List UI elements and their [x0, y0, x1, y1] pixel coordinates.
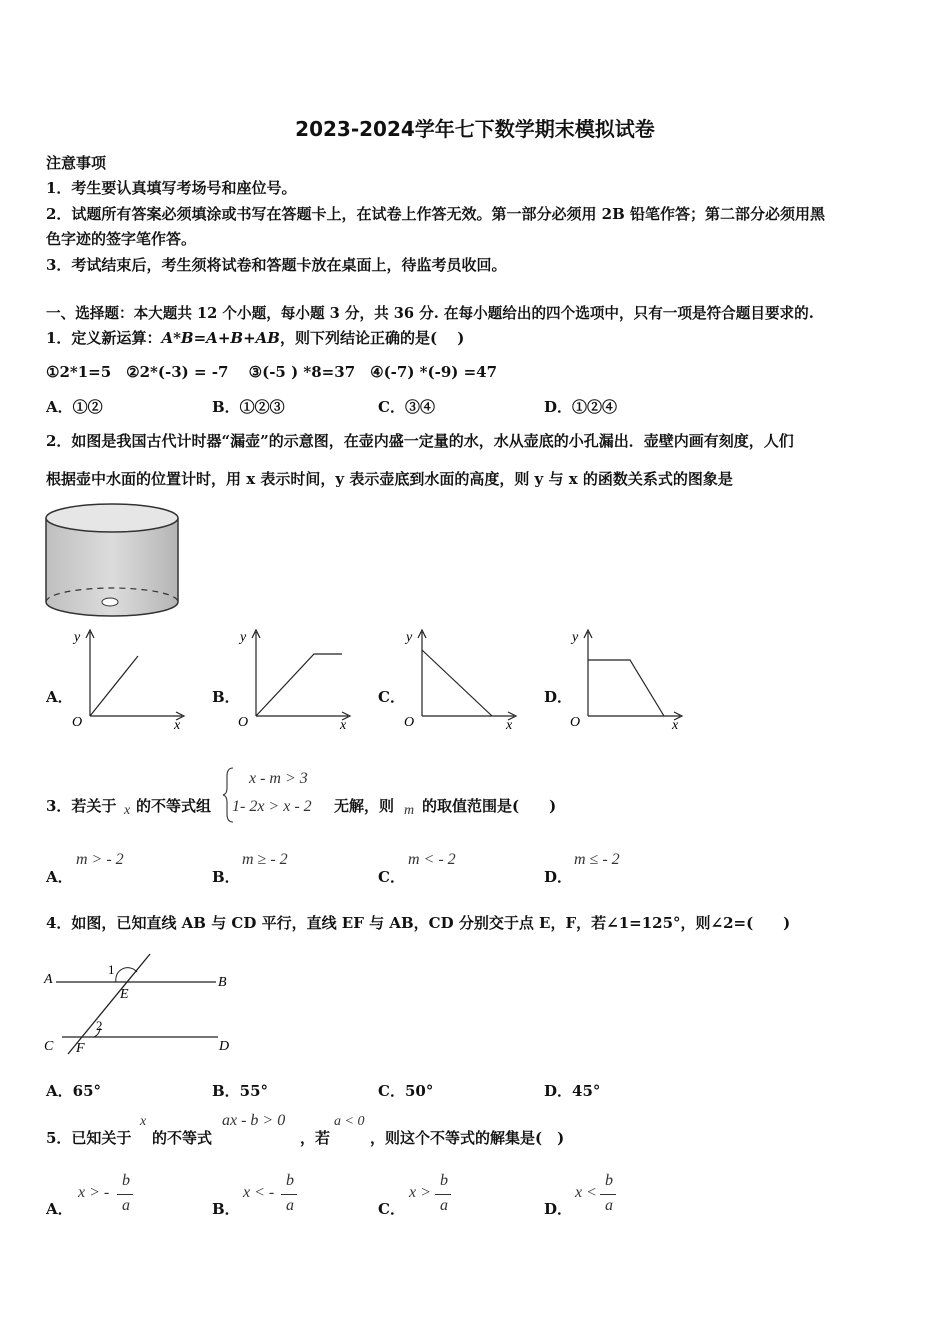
label-angle-2: 2 — [96, 1018, 103, 1033]
graph-b-origin: O — [238, 715, 249, 730]
q1-option-c[interactable]: C．③④ — [378, 398, 435, 416]
label-angle-1: 1 — [108, 962, 115, 977]
label-a: A — [44, 972, 53, 987]
q5-stem-c: ，若 — [300, 1129, 331, 1147]
q3-stem-a: 3．若关于 — [46, 797, 117, 815]
q5-option-c-lhs[interactable]: x > — [409, 1184, 431, 1201]
q2-graph-b — [230, 626, 360, 732]
label-e: E — [120, 987, 129, 1002]
cylinder-top — [46, 504, 178, 532]
q3-inequality-1: x - m > 3 — [249, 770, 308, 787]
notice-line-2b: 色字迹的签字笔作答。 — [46, 230, 197, 248]
q3-stem-b: 的不等式组 — [136, 797, 212, 815]
q2-graph-a — [64, 626, 194, 732]
q3-option-a[interactable]: m > - 2 — [76, 851, 124, 868]
q3-option-c-label[interactable]: C． — [378, 868, 405, 886]
q5-stem-d: ，则这个不等式的解集是( ) — [370, 1129, 565, 1147]
q2-option-c[interactable]: C． — [378, 688, 405, 706]
q2-option-b[interactable]: B． — [212, 688, 240, 706]
q5-option-b-num: b — [286, 1172, 294, 1189]
graph-b-y: y — [240, 630, 247, 645]
page-title: 2023-2024学年七下数学期末模拟试卷 — [295, 117, 655, 141]
q3-option-b[interactable]: m ≥ - 2 — [242, 851, 288, 868]
q1-option-b[interactable]: B．①②③ — [212, 398, 285, 416]
q5-var-x: x — [140, 1114, 147, 1129]
q5-option-b-lhs[interactable]: x < - — [243, 1184, 275, 1201]
section-heading: 一、选择题：本大题共 12 个小题，每小题 3 分，共 36 分. 在每小题给出的四个选项中，只有一项是符合题目要求的. — [46, 305, 814, 322]
graph-d-y: y — [572, 630, 579, 645]
graph-c-origin: O — [404, 715, 415, 730]
q5-inequality: ax - b > 0 — [222, 1112, 286, 1129]
q2-option-a[interactable]: A． — [46, 688, 73, 706]
graph-a-line — [90, 656, 138, 716]
q1-statements: ①2*1=5 ②2*(-3) = -7 ③(-5 ) *8=37 ④(-7) *(-9) =47 — [46, 363, 498, 381]
q5-stem-a: 5．已知关于 — [46, 1129, 132, 1147]
q3-var-m: m — [404, 803, 415, 818]
graph-a-y: y — [74, 630, 81, 645]
q5-option-b-fraction-bar — [281, 1194, 297, 1195]
q3-option-d[interactable]: m ≤ - 2 — [574, 851, 620, 868]
q4-option-b[interactable]: B．55° — [212, 1082, 269, 1100]
q1-stem — [46, 327, 464, 348]
q5-option-d-num: b — [605, 1172, 613, 1189]
q3-option-a-label[interactable]: A． — [46, 868, 73, 886]
notice-line-1: 1．考生要认真填写考场号和座位号。 — [46, 179, 297, 197]
q2-graph-c — [396, 626, 526, 732]
q5-option-a-num: b — [122, 1172, 130, 1189]
q5-option-d-den: a — [605, 1197, 613, 1214]
q5-option-c-num: b — [440, 1172, 448, 1189]
q4-parallel-lines-figure — [40, 950, 240, 1058]
q5-option-c-den: a — [440, 1197, 448, 1214]
q5-option-d-lhs[interactable]: x < — [575, 1184, 597, 1201]
q4-option-a[interactable]: A．65° — [46, 1082, 102, 1100]
q1-stem-b: ，则下列结论正确的是( ) — [279, 329, 465, 347]
graph-d-line — [588, 660, 664, 716]
q5-option-a-label[interactable]: A． — [46, 1200, 73, 1218]
label-c: C — [44, 1039, 54, 1054]
graph-c-x: x — [506, 718, 513, 732]
graph-b-line — [256, 654, 342, 716]
q5-option-c-fraction-bar — [435, 1194, 451, 1195]
graph-d-origin: O — [570, 715, 581, 730]
q2-stem-line-2: 根据壶中水面的位置计时，用 x 表示时间，y 表示壶底到水面的高度，则 y 与 x 的函数关系式的图象是 — [46, 470, 733, 488]
q4-option-d[interactable]: D．45° — [544, 1082, 601, 1100]
q5-option-a-den: a — [122, 1197, 130, 1214]
q5-option-d-fraction-bar — [600, 1194, 616, 1195]
graph-c-line — [422, 650, 492, 716]
q3-var-x: x — [124, 803, 131, 818]
q2-option-d[interactable]: D． — [544, 688, 573, 706]
q1-definition: A*B=A+B+AB — [161, 329, 280, 347]
q5-option-a-fraction-bar — [117, 1194, 133, 1195]
q4-stem: 4．如图，已知直线 AB 与 CD 平行，直线 EF 与 AB，CD 分别交于点 E，F，若∠1=125°，则∠2=( ) — [46, 914, 791, 932]
q5-option-a-lhs[interactable]: x > - — [78, 1184, 110, 1201]
q5-option-d-label[interactable]: D． — [544, 1200, 573, 1218]
q2-graph-d — [562, 626, 692, 732]
graph-a-x: x — [174, 718, 181, 732]
label-f: F — [76, 1041, 85, 1056]
q3-stem-d: 的取值范围是( ) — [422, 797, 557, 815]
notice-line-3: 3．考试结束后，考生须将试卷和答题卡放在桌面上，待监考员收回。 — [46, 256, 507, 274]
q3-option-c[interactable]: m < - 2 — [408, 851, 456, 868]
notice-heading: 注意事项 — [46, 154, 107, 172]
q3-option-b-label[interactable]: B． — [212, 868, 240, 886]
water-clock-figure — [40, 498, 190, 622]
q2-stem-line-1: 2．如图是我国古代计时器“漏壶”的示意图，在壶内盛一定量的水，水从壶底的小孔漏出．壶壁内画有刻度，人们 — [46, 432, 794, 450]
q3-option-d-label[interactable]: D． — [544, 868, 573, 886]
graph-d-x: x — [672, 718, 679, 732]
q1-option-d[interactable]: D．①②④ — [544, 398, 618, 416]
q4-option-c[interactable]: C．50° — [378, 1082, 434, 1100]
q5-option-c-label[interactable]: C． — [378, 1200, 405, 1218]
q1-option-a[interactable]: A．①② — [46, 398, 103, 416]
graph-b-x: x — [340, 718, 347, 732]
q5-option-b-den: a — [286, 1197, 294, 1214]
q3-inequality-2: 1- 2x > x - 2 — [232, 798, 312, 815]
graph-a-origin: O — [72, 715, 83, 730]
q1-stem-a: 1．定义新运算： — [46, 329, 162, 347]
q3-stem-c: 无解，则 — [334, 797, 395, 815]
q5-option-b-label[interactable]: B． — [212, 1200, 240, 1218]
label-d: D — [219, 1039, 230, 1054]
label-b: B — [218, 975, 227, 990]
graph-c-y: y — [406, 630, 413, 645]
notice-line-2a: 2．试题所有答案必须填涂或书写在答题卡上，在试卷上作答无效。第一部分必须用 2B 铅笔作答；第二部分必须用黑 — [46, 205, 826, 223]
q5-stem-b: 的不等式 — [152, 1129, 213, 1147]
angle-1-arc — [116, 968, 137, 982]
q5-condition: a < 0 — [334, 1114, 365, 1129]
leak-hole — [102, 598, 118, 606]
